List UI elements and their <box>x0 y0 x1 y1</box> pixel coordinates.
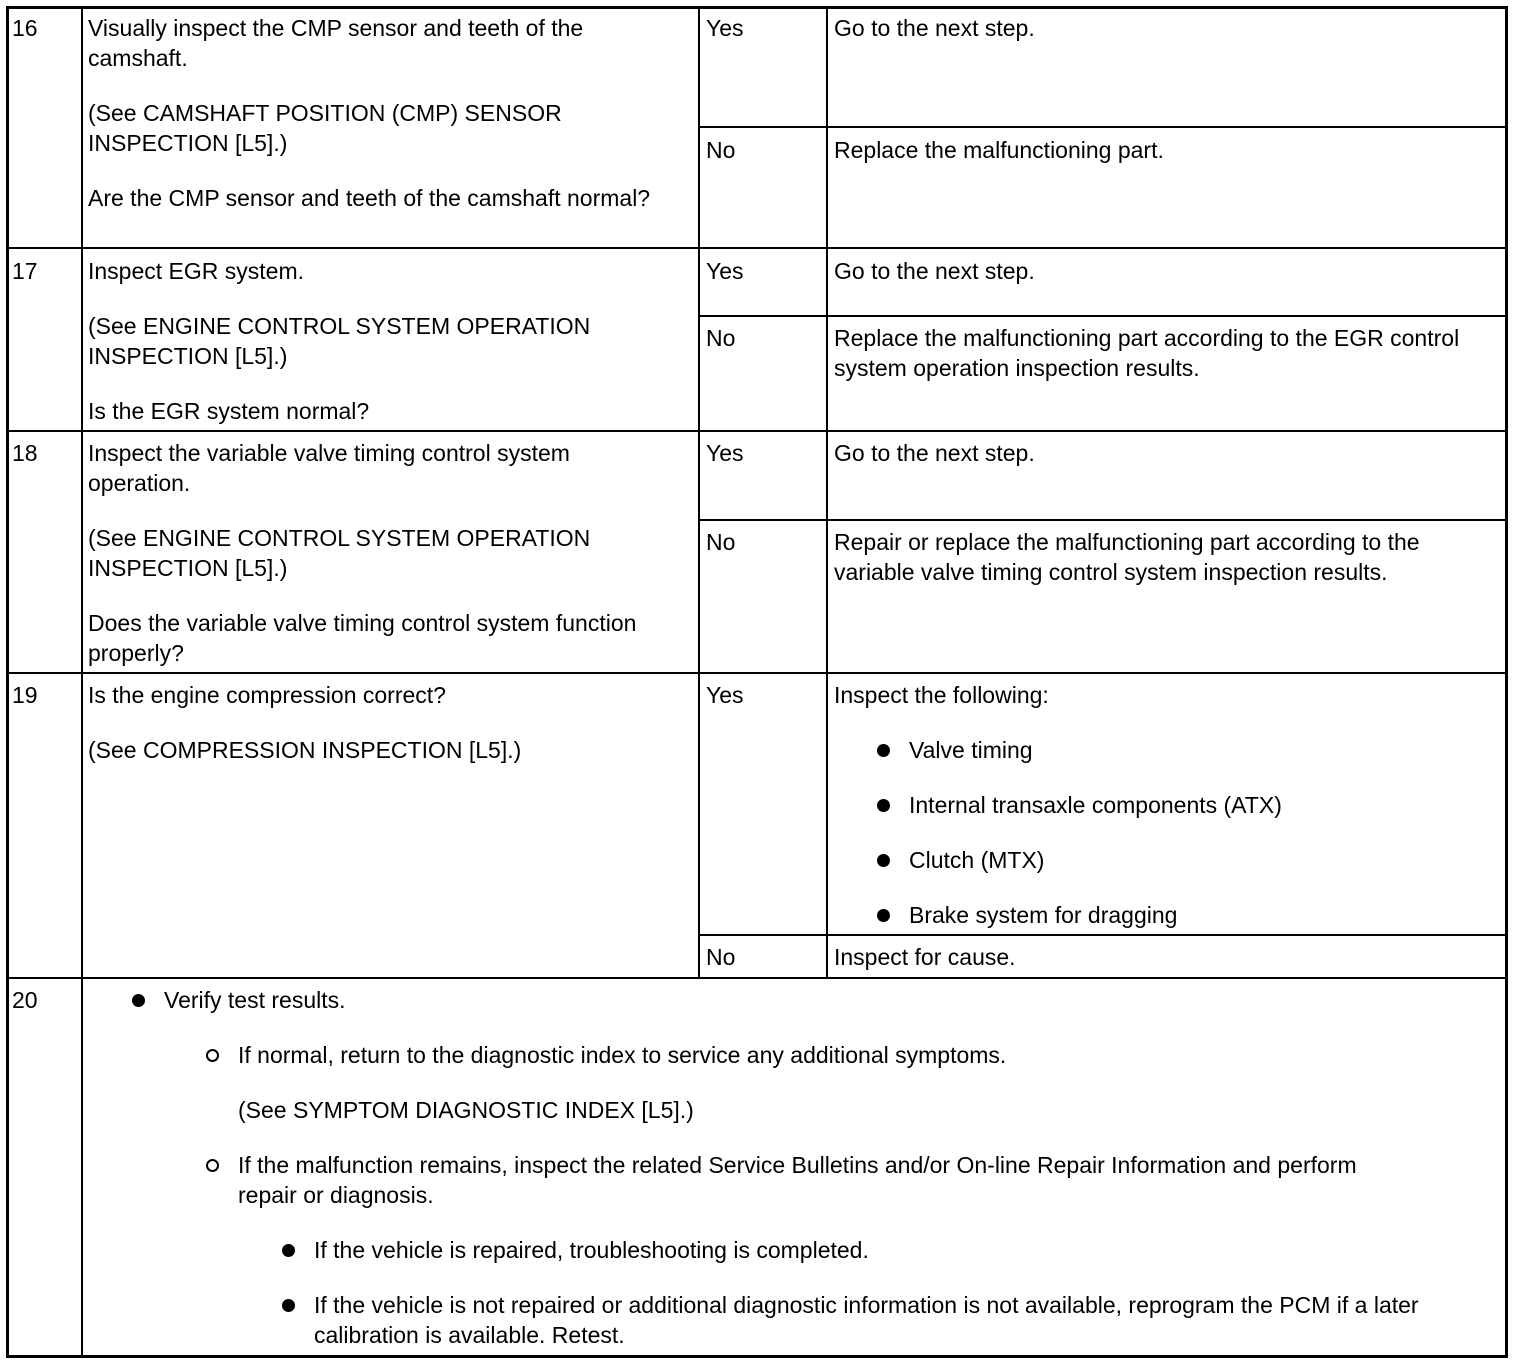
column-divider <box>826 8 828 978</box>
step-number: 19 <box>12 682 38 708</box>
action-text: Inspect EGR system. <box>88 258 305 284</box>
no-label: No <box>706 137 736 163</box>
step-number: 16 <box>12 15 38 41</box>
normal-text: If normal, return to the diagnostic index to service any additional symptoms. <box>238 1042 1007 1068</box>
row-divider <box>8 672 1508 674</box>
action-question: Is the engine compression correct? <box>88 682 446 708</box>
no-label: No <box>706 944 736 970</box>
yes-label: Yes <box>706 682 744 708</box>
remains-text: If the malfunction remains, inspect the related Service Bulletins and/or On-line Repair Information and perform repair or diagnosis. <box>238 1152 1357 1208</box>
row-divider <box>8 977 1508 979</box>
bullet-icon <box>877 909 890 922</box>
action-text: Inspect the variable valve timing control system operation. <box>88 440 570 496</box>
action-reference: (See ENGINE CONTROL SYSTEM OPERATION INSPECTION [L5].) <box>88 313 591 369</box>
bullet-icon <box>132 994 145 1007</box>
row-divider <box>8 247 1508 249</box>
no-result: Replace the malfunctioning part according to the EGR control system operation inspection results. <box>834 325 1460 381</box>
column-divider <box>81 8 83 1358</box>
yes-result: Go to the next step. <box>834 440 1035 466</box>
step-number: 17 <box>12 258 38 284</box>
bullet-icon <box>877 799 890 812</box>
no-result: Repair or replace the malfunctioning part according to the variable valve timing control system inspection results. <box>834 529 1420 585</box>
no-result: Replace the malfunctioning part. <box>834 137 1164 163</box>
list-item: Clutch (MTX) <box>909 847 1045 873</box>
action-reference: (See COMPRESSION INSPECTION [L5].) <box>88 737 522 763</box>
repaired-text: If the vehicle is repaired, troubleshooting is completed. <box>314 1237 869 1263</box>
bullet-icon <box>877 854 890 867</box>
list-item: Brake system for dragging <box>909 902 1178 928</box>
step-number: 20 <box>12 987 38 1013</box>
no-result: Inspect for cause. <box>834 944 1016 970</box>
bullet-icon <box>282 1244 295 1257</box>
action-reference: (See ENGINE CONTROL SYSTEM OPERATION INSPECTION [L5].) <box>88 525 591 581</box>
no-label: No <box>706 325 736 351</box>
action-reference: (See CAMSHAFT POSITION (CMP) SENSOR INSPECTION [L5].) <box>88 100 562 156</box>
yes-no-divider <box>700 519 1508 521</box>
row-divider <box>8 430 1508 432</box>
no-label: No <box>706 529 736 555</box>
action-question: Are the CMP sensor and teeth of the camshaft normal? <box>88 185 651 211</box>
not-repaired-text: If the vehicle is not repaired or additional diagnostic information is not available, reprogram the PCM if a later calibration is available. Retest. <box>314 1292 1419 1348</box>
yes-result: Go to the next step. <box>834 15 1035 41</box>
circle-bullet-icon <box>206 1049 219 1062</box>
list-item: Valve timing <box>909 737 1033 763</box>
bullet-icon <box>877 744 890 757</box>
yes-no-divider <box>700 315 1508 317</box>
action-text: Visually inspect the CMP sensor and teeth of the camshaft. <box>88 15 584 71</box>
yes-result: Inspect the following: <box>834 682 1049 708</box>
verify-text: Verify test results. <box>164 987 346 1013</box>
action-question: Is the EGR system normal? <box>88 398 370 424</box>
yes-result: Go to the next step. <box>834 258 1035 284</box>
yes-no-divider <box>700 934 1508 936</box>
circle-bullet-icon <box>206 1159 219 1172</box>
step-number: 18 <box>12 440 38 466</box>
yes-no-divider <box>700 126 1508 128</box>
column-divider <box>698 8 700 978</box>
action-question: Does the variable valve timing control system function properly? <box>88 610 637 666</box>
bullet-icon <box>282 1299 295 1312</box>
yes-label: Yes <box>706 440 744 466</box>
list-item: Internal transaxle components (ATX) <box>909 792 1282 818</box>
yes-label: Yes <box>706 258 744 284</box>
yes-label: Yes <box>706 15 744 41</box>
normal-reference: (See SYMPTOM DIAGNOSTIC INDEX [L5].) <box>238 1097 694 1123</box>
